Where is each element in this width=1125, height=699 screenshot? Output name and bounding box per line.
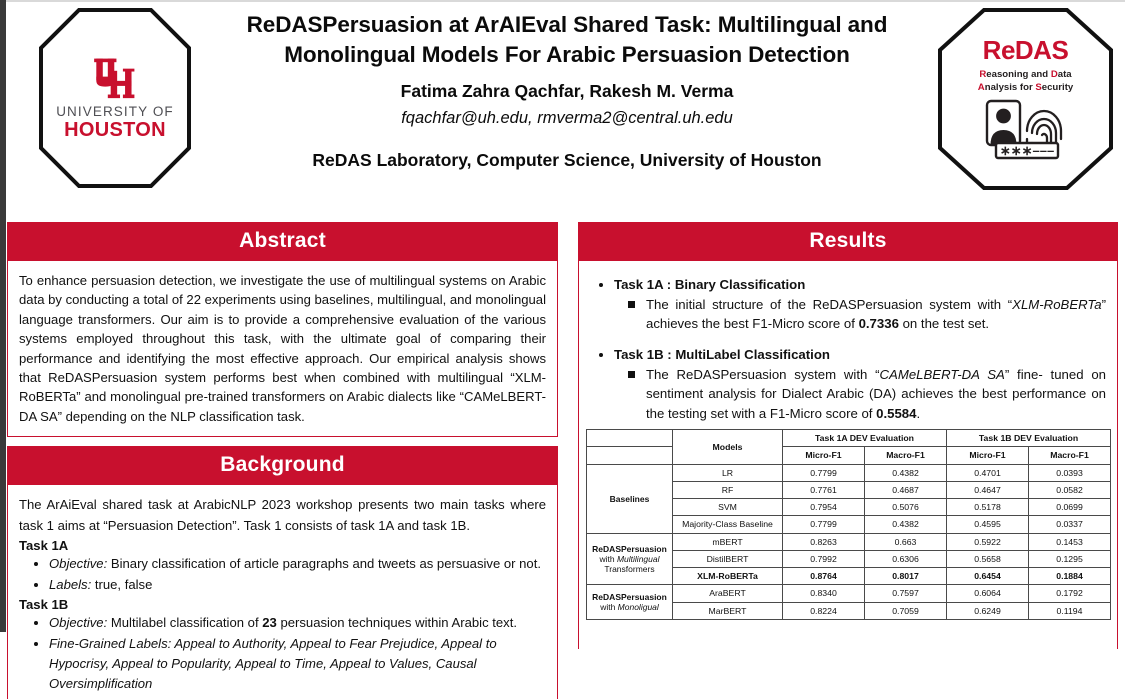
table-header-row-1 (587, 430, 1111, 447)
list-item (49, 634, 546, 694)
results-table-body (587, 464, 1111, 619)
results-heading: Task 1B : MultiLabel Classification (614, 347, 830, 363)
table-cell-t1a-micro: 0.7799 (783, 516, 865, 533)
table-cell-model: XLM-RoBERTa (673, 568, 783, 585)
table-cell-model: MarBERT (673, 602, 783, 619)
item-lead: Fine-Grained Labels: (49, 636, 172, 652)
abstract-paragraph: To enhance persuasion detection, we investigate the use of multilingual systems on Arabic data by conducting a total of 22 experiments using baselines, multilingual, and monolingual language transformers. Our aim is to provide a comprehensive evaluation of the various systems employed throughout this task, with the ultimate goal of comparing their performance and identifying the most effective approach. Our empirical analysis shows that ReDASPersuasion system performs best when combined with multilingual “XLM-RoBERTa” and monolingual pre-trained transformers on Arabic dialects like “CAMeLBERT-DA SA” depending on the NLP classification task. (19, 273, 546, 424)
section-background (7, 446, 558, 699)
redas-tagline (978, 69, 1073, 94)
redas-lab-logo (938, 8, 1113, 190)
results-table-wrapper (586, 429, 1110, 620)
background-task1b-label: Task 1B (19, 597, 69, 613)
sub-pre: The initial structure of the ReDASPersuasion system with “ (646, 297, 1013, 312)
table-cell-t1a-micro: 0.8224 (783, 602, 865, 619)
sub-model-name: XLM-RoBERTa (1012, 297, 1102, 312)
table-cell-t1b-macro: 0.1792 (1029, 585, 1111, 602)
item-rest-pre: Multilabel classification of (107, 615, 263, 631)
table-header-t1b-macro: Macro-F1 (1029, 447, 1111, 464)
table-cell-t1a-micro: 0.7761 (783, 481, 865, 498)
table-cell-model: LR (673, 464, 783, 481)
table-cell-t1b-micro: 0.6454 (947, 568, 1029, 585)
table-cell-model: SVM (673, 499, 783, 516)
background-task1b-list (19, 613, 546, 694)
table-cell-t1b-micro: 0.5922 (947, 533, 1029, 550)
background-task1a-label: Task 1A (19, 538, 69, 554)
table-cell-t1a-macro: 0.5076 (865, 499, 947, 516)
table-header-t1a-macro: Macro-F1 (865, 447, 947, 464)
item-rest-post: persuasion techniques within Arabic text. (276, 615, 518, 631)
table-cell-t1b-macro: 0.0337 (1029, 516, 1111, 533)
item-count: 23 (262, 615, 277, 631)
sub-model-name: CAMeLBERT-DA SA (879, 367, 1005, 383)
university-of-houston-logo (39, 8, 191, 188)
redas-tag-a: A (977, 81, 985, 93)
table-cell-t1b-micro: 0.5658 (947, 550, 1029, 567)
item-rest: Appeal to Authority, Appeal to Fear Prejudice, Appeal to Hypocrisy, Appeal to Popularity, Appeal to Time, Appeal to Values, Causal Oversimplification (49, 636, 497, 691)
table-corner-cell (587, 447, 673, 464)
redas-tag-security: ecurity (1041, 81, 1074, 93)
redas-tag-r: R (979, 69, 987, 81)
table-cell-t1a-micro: 0.8263 (783, 533, 865, 550)
results-heading: Task 1A : Binary Classification (614, 277, 806, 292)
uh-interlocking-monogram-icon (92, 55, 138, 101)
table-cell-t1a-macro: 0.4687 (865, 481, 947, 498)
section-abstract (7, 222, 558, 437)
poster-affiliation: ReDAS Laboratory, Computer Science, University of Houston (312, 150, 822, 171)
redas-tag-s: S (1035, 81, 1042, 93)
item-lead: Labels: (49, 577, 92, 593)
item-lead: Objective: (49, 615, 108, 631)
table-cell-t1a-micro: 0.7799 (783, 464, 865, 481)
redas-tag-reasoning: easoning and (986, 69, 1051, 81)
table-cell-t1b-micro: 0.5178 (947, 499, 1029, 516)
uh-university-line: UNIVERSITY OF (56, 103, 174, 119)
sub-mid: ” fine- tuned on sentiment analysis for Dialect Arabic (DA) achieves the best performance on the testing set with a F1-Micro score of (646, 367, 1107, 421)
results-bullet-list (590, 277, 1106, 423)
table-cell-t1b-micro: 0.6064 (947, 585, 1029, 602)
results-subitem-list (614, 365, 1106, 422)
table-cell-t1a-macro: 0.4382 (865, 516, 947, 533)
poster-header (6, 2, 1125, 200)
section-title-abstract: Abstract (7, 222, 558, 261)
table-cell-model: DistilBERT (673, 550, 783, 567)
sub-post: . (916, 405, 921, 421)
section-body-abstract (7, 261, 558, 437)
left-column (7, 222, 558, 699)
table-cell-model: mBERT (673, 533, 783, 550)
table-cell-t1a-macro: 0.8017 (865, 568, 947, 585)
section-title-background: Background (7, 446, 558, 485)
table-header-t1b-micro: Micro-F1 (947, 447, 1029, 464)
table-cell-t1a-macro: 0.6306 (865, 550, 947, 567)
table-header-row-2 (587, 447, 1111, 464)
uh-houston-line: HOUSTON (64, 119, 166, 142)
table-header-task1a: Task 1A DEV Evaluation (783, 430, 947, 447)
section-body-background (7, 485, 558, 699)
table-row (587, 464, 1111, 481)
table-cell-t1b-micro: 0.4595 (947, 516, 1029, 533)
table-cell-t1b-macro: 0.1884 (1029, 568, 1111, 585)
item-rest: true, false (91, 577, 153, 593)
table-cell-t1b-micro: 0.4647 (947, 481, 1029, 498)
results-item-task1b (614, 347, 1106, 422)
item-rest: Binary classification of article paragraphs and tweets as persuasive or not. (107, 556, 541, 572)
table-cell-t1b-micro: 0.6249 (947, 602, 1029, 619)
list-item (628, 295, 1106, 333)
table-cell-t1a-macro: 0.7597 (865, 585, 947, 602)
list-item (49, 554, 546, 574)
table-cell-t1b-macro: 0.0699 (1029, 499, 1111, 516)
page-top-rule (0, 0, 1125, 2)
table-cell-t1a-micro: 0.7954 (783, 499, 865, 516)
table-cell-t1a-micro: 0.8340 (783, 585, 865, 602)
table-row (587, 585, 1111, 602)
table-cell-t1a-macro: 0.663 (865, 533, 947, 550)
table-cell-t1a-macro: 0.4382 (865, 464, 947, 481)
redas-tag-d: D (1050, 69, 1058, 81)
table-cell-model: Majority-Class Baseline (673, 516, 783, 533)
poster-title-line1: ReDASPersuasion at ArAIEval Shared Task: Multilingual and (246, 12, 888, 37)
redas-wordmark: ReDAS (982, 35, 1069, 66)
item-lead: Objective: (49, 556, 108, 572)
results-table (586, 429, 1111, 620)
table-header-models: Models (673, 430, 783, 465)
table-cell-t1b-macro: 0.1295 (1029, 550, 1111, 567)
table-row (587, 533, 1111, 550)
page-edge-strip (0, 0, 6, 632)
sub-mid: ” achieves the best F1-Micro score of (646, 297, 1106, 332)
poster-authors: Fatima Zahra Qachfar, Rakesh M. Verma (400, 81, 734, 102)
redas-tag-analysis: nalysis for (984, 81, 1036, 93)
table-cell-t1a-macro: 0.7059 (865, 602, 947, 619)
sub-post: on the test set. (898, 316, 990, 332)
list-item (49, 613, 546, 633)
background-task1a-list (19, 554, 546, 595)
table-group-label: Baselines (587, 464, 673, 533)
sub-pre: The ReDASPersuasion system with “ (646, 367, 880, 383)
table-corner-cell (587, 430, 673, 447)
table-cell-t1b-macro: 0.1194 (1029, 602, 1111, 619)
background-intro: The ArAiEval shared task at ArabicNLP 2023 workshop presents two main tasks where task 1 aims at “Persuasion Detection”. Task 1 consists of task 1A and task 1B. (19, 497, 546, 533)
table-cell-t1b-macro: 0.1453 (1029, 533, 1111, 550)
table-group-label: ReDASPersuasion with Monoligual (587, 585, 673, 620)
redas-tag-data: ata (1057, 69, 1072, 81)
table-cell-model: AraBERT (673, 585, 783, 602)
sub-score: 0.7336 (858, 316, 899, 332)
section-title-results: Results (578, 222, 1118, 261)
table-header-t1a-micro: Micro-F1 (783, 447, 865, 464)
table-cell-t1a-micro: 0.8764 (783, 568, 865, 585)
poster-title (202, 10, 932, 69)
title-block (202, 10, 932, 171)
poster-title-line2: Monolingual Models For Arabic Persuasion Detection (284, 41, 850, 67)
list-item (628, 365, 1106, 422)
sub-score: 0.5584 (876, 405, 917, 421)
biometric-identity-fingerprint-icon (980, 99, 1072, 161)
table-cell-t1b-micro: 0.4701 (947, 464, 1029, 481)
results-item-task1a (614, 277, 1106, 333)
table-cell-t1b-macro: 0.0582 (1029, 481, 1111, 498)
list-item (49, 575, 546, 595)
poster-emails: fqachfar@uh.edu, rmverma2@central.uh.edu (401, 109, 733, 128)
table-cell-t1a-micro: 0.7992 (783, 550, 865, 567)
table-cell-t1b-macro: 0.0393 (1029, 464, 1111, 481)
table-header-task1b: Task 1B DEV Evaluation (947, 430, 1111, 447)
password-mask-text: ∗∗∗––– (999, 142, 1054, 158)
results-subitem-list (614, 295, 1106, 333)
table-group-label: ReDASPersuasion with Multilingual Transformers (587, 533, 673, 585)
table-cell-model: RF (673, 481, 783, 498)
